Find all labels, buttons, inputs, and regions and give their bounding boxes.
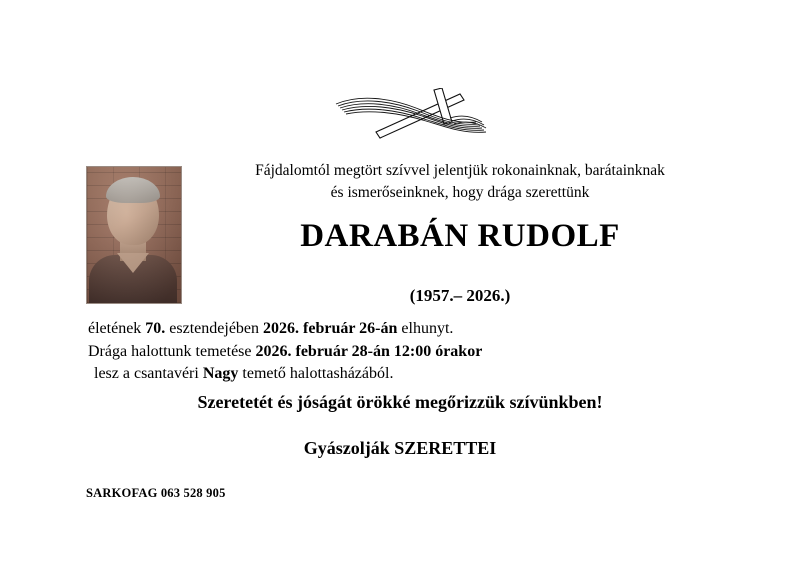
detail-1-part-3: elhunyt. (397, 320, 454, 337)
detail-line-3 (86, 363, 716, 386)
detail-3-part-2: temető halottasházából. (238, 365, 394, 382)
intro-line-1: Fájdalomtól megtört szívvel jelentjük rokonainknak, barátainknak (255, 162, 665, 179)
detail-2-part-1: Drága halottunk temetése (88, 342, 256, 360)
detail-2-bold-1: 2026. február 28-án 12:00 órakor (255, 342, 483, 360)
detail-1-bold-1: 70. (145, 320, 166, 337)
life-years: (1957.– 2026.) (409, 286, 511, 305)
detail-line-1 (86, 318, 716, 341)
portrait-photo (86, 166, 182, 304)
memorial-motto: Szeretetét és jóságát örökké megőrizzük szívünkben! (197, 392, 603, 412)
intro-line-2: és ismerőseinknek, hogy drága szerettünk (330, 184, 590, 201)
mourners-line: Gyászolják SZERETTEI (303, 438, 497, 458)
detail-1-part-2: esztendejében (165, 320, 264, 337)
deceased-name: DARABÁN RUDOLF (300, 218, 620, 254)
detail-3-part-1: lesz a csantavéri (94, 365, 203, 382)
detail-text (86, 318, 716, 386)
detail-line-2 (86, 341, 716, 364)
detail-3-bold-1: Nagy (202, 365, 239, 382)
cross-with-ribbon-icon (330, 88, 510, 140)
detail-1-bold-2: 2026. február 26-án (263, 320, 398, 337)
detail-1-part-1: életének (88, 320, 146, 337)
photo-shading (87, 167, 181, 303)
intro-text (200, 160, 720, 204)
funeral-service-footer: SARKOFAG 063 528 905 (86, 486, 226, 500)
